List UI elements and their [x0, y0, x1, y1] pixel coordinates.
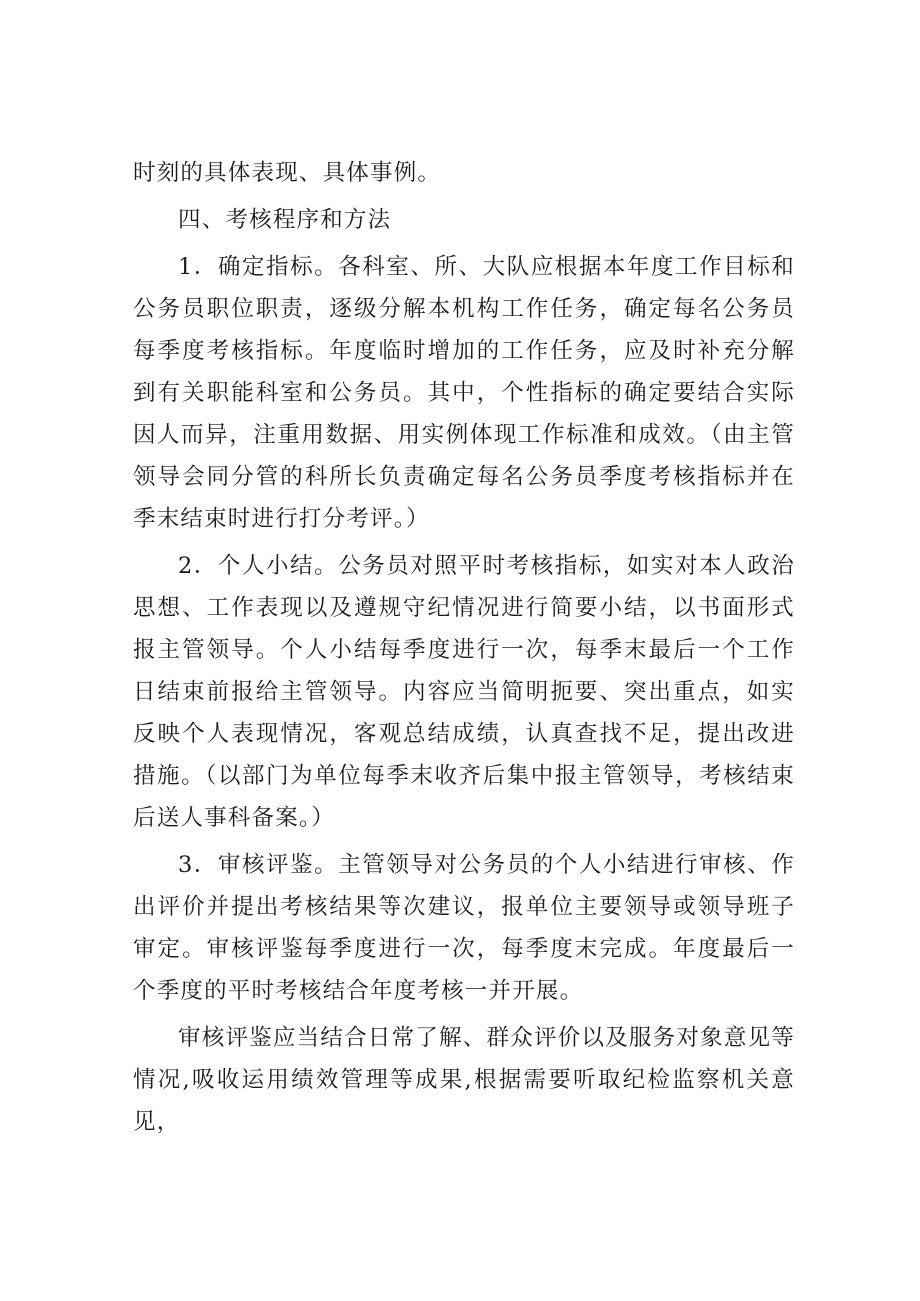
paragraph-continuation: 时刻的具体表现、具体事例。 — [133, 160, 442, 186]
document-body — [133, 152, 795, 1148]
paragraph-personal-summary: 2．个人小结。公务员对照平时考核指标，如实对本人政治思想、工作表现以及遵规守纪情况进行简要小结，以书面形式报主管领导。个人小结每季度进行一次，每季末最后一个工作日结束前报给主管领导。内容应当简明扼要、突出重点，如实反映个人表现情况，客观总结成绩，认真查找不足，提出改进措施。（以部门为单位每季末收齐后集中报主管领导，考核结束后送人事科备案。） — [133, 553, 795, 831]
section-heading: 四、考核程序和方法 — [178, 207, 392, 233]
paragraph-review-basis: 审核评鉴应当结合日常了解、群众评价以及服务对象意见等情况,吸收运用绩效管理等成果,根据需要听取纪检监察机关意见， — [133, 1025, 795, 1135]
paragraph-review-evaluation: 3．审核评鉴。主管领导对公务员的个人小结进行审核、作出评价并提出考核结果等次建议，报单位主要领导或领导班子审定。审核评鉴每季度进行一次，每季度末完成。年度最后一个季度的平时考核结合年度考核一并开展。 — [133, 852, 795, 1004]
paragraph-determine-indicators: 1．确定指标。各科室、所、大队应根据本年度工作目标和公务员职位职责，逐级分解本机构工作任务，确定每名公务员每季度考核指标。年度临时增加的工作任务，应及时补充分解到有关职能科室和公务员。其中，个性指标的确定要结合实际因人而异，注重用数据、用实例体现工作标准和成效。（由主管领导会同分管的科所长负责确定每名公务员季度考核指标并在季末结束时进行打分考评。） — [133, 254, 795, 532]
